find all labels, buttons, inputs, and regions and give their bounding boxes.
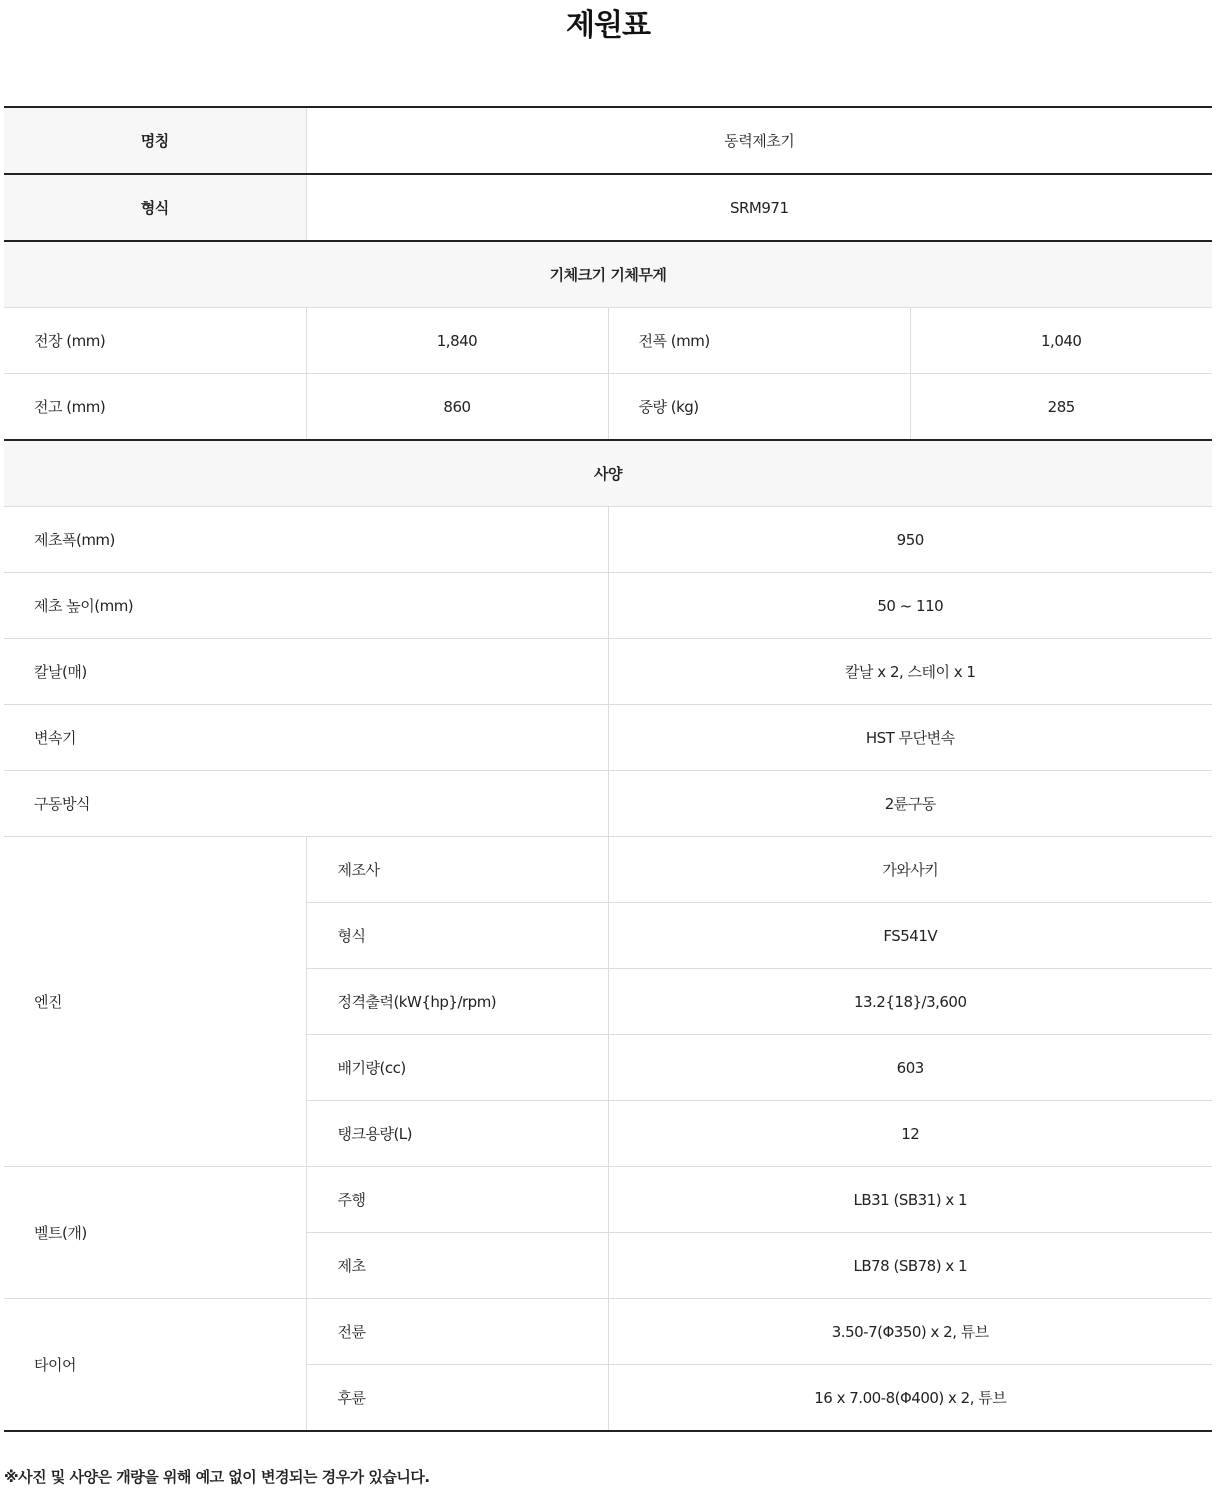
tire-front-label: 전륜 [306, 1299, 608, 1365]
table-row [4, 308, 1212, 374]
engine-maker-value: 가와사키 [608, 837, 1212, 903]
engine-displacement-label: 배기량(cc) [306, 1035, 608, 1101]
belt-cut-value: LB78 (SB78) x 1 [608, 1233, 1212, 1299]
cut-height-value: 50 ~ 110 [608, 573, 1212, 639]
blade-value: 칼날 x 2, 스테이 x 1 [608, 639, 1212, 705]
size-section-heading: 기체크기 기체무게 [4, 241, 1212, 308]
cut-width-value: 950 [608, 507, 1212, 573]
weight-value: 285 [910, 374, 1212, 441]
engine-model-value: FS541V [608, 903, 1212, 969]
width-value: 1,040 [910, 308, 1212, 374]
table-row [4, 1299, 1212, 1365]
belt-travel-value: LB31 (SB31) x 1 [608, 1167, 1212, 1233]
engine-tank-value: 12 [608, 1101, 1212, 1167]
width-label: 전폭 (mm) [608, 308, 910, 374]
table-row [4, 705, 1212, 771]
table-row [4, 837, 1212, 903]
engine-group-label: 엔진 [4, 837, 306, 1167]
blade-label: 칼날(매) [4, 639, 608, 705]
engine-displacement-value: 603 [608, 1035, 1212, 1101]
height-value: 860 [306, 374, 608, 441]
length-value: 1,840 [306, 308, 608, 374]
table-row [4, 174, 1212, 241]
table-row [4, 639, 1212, 705]
belt-group-label: 벨트(개) [4, 1167, 306, 1299]
tire-front-value: 3.50-7(Φ350) x 2, 튜브 [608, 1299, 1212, 1365]
cut-height-label: 제초 높이(mm) [4, 573, 608, 639]
belt-cut-label: 제초 [306, 1233, 608, 1299]
section-header-row [4, 440, 1212, 507]
table-row [4, 107, 1212, 174]
table-row [4, 1167, 1212, 1233]
name-label: 명칭 [4, 107, 306, 174]
tire-rear-label: 후륜 [306, 1365, 608, 1432]
cut-width-label: 제초폭(mm) [4, 507, 608, 573]
weight-label: 중량 (kg) [608, 374, 910, 441]
engine-output-label: 정격출력(kW{hp}/rpm) [306, 969, 608, 1035]
transmission-label: 변속기 [4, 705, 608, 771]
engine-tank-label: 탱크용량(L) [306, 1101, 608, 1167]
drive-label: 구동방식 [4, 771, 608, 837]
table-row [4, 771, 1212, 837]
drive-value: 2륜구동 [608, 771, 1212, 837]
belt-travel-label: 주행 [306, 1167, 608, 1233]
table-row [4, 507, 1212, 573]
page-title: 제원표 [566, 8, 650, 43]
spec-section-heading: 사양 [4, 440, 1212, 507]
transmission-value: HST 무단변속 [608, 705, 1212, 771]
engine-maker-label: 제조사 [306, 837, 608, 903]
length-label: 전장 (mm) [4, 308, 306, 374]
table-row [4, 573, 1212, 639]
engine-output-value: 13.2{18}/3,600 [608, 969, 1212, 1035]
engine-model-label: 형식 [306, 903, 608, 969]
table-row [4, 374, 1212, 441]
model-label: 형식 [4, 174, 306, 241]
section-header-row [4, 241, 1212, 308]
height-label: 전고 (mm) [4, 374, 306, 441]
tire-group-label: 타이어 [4, 1299, 306, 1432]
footnote: ※사진 및 사양은 개량을 위해 예고 없이 변경되는 경우가 있습니다. [4, 1468, 430, 1486]
name-value: 동력제초기 [306, 107, 1212, 174]
spec-table [4, 106, 1212, 1432]
model-value: SRM971 [306, 174, 1212, 241]
tire-rear-value: 16 x 7.00-8(Φ400) x 2, 튜브 [608, 1365, 1212, 1432]
